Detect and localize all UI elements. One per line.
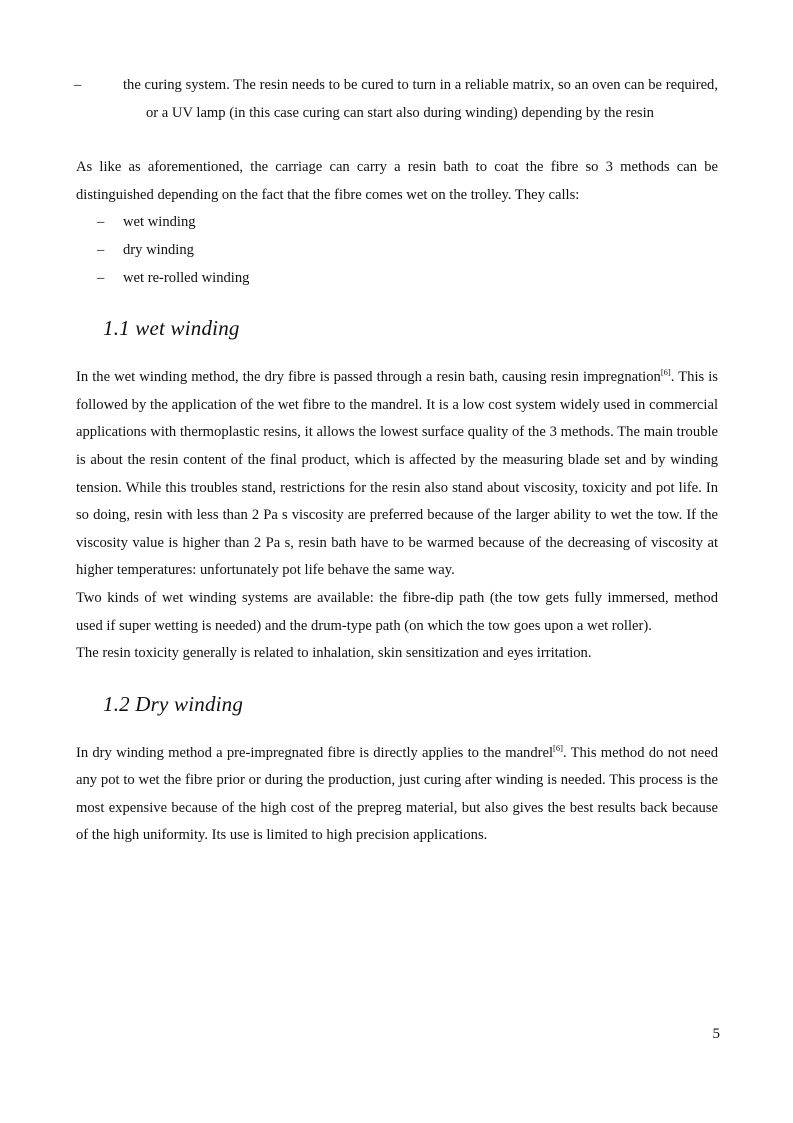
citation-ref: [6] (660, 367, 671, 378)
paragraph-text: . This method do not need any pot to wet the fibre prior or during the production, just curing after winding is needed. This process is the most expensive because of the high cost of the prepreg material, but also gives the best results back because of the high uniformity. Its use is limited to high precision applications. (76, 744, 718, 844)
section-heading-wet-winding: 1.1 wet winding (103, 316, 240, 341)
section-heading-dry-winding: 1.2 Dry winding (103, 691, 244, 716)
page-number: 5 (712, 1026, 720, 1042)
citation-ref: [6] (553, 742, 563, 753)
list-item (76, 209, 718, 237)
list-item-text: wet winding (123, 214, 196, 231)
intro-paragraph: As like as aforementioned, the carriage can carry a resin bath to coat the fibre so 3 methods can be distinguished depending on the fact that the fibre comes wet on the trolley. They calls: (76, 159, 718, 203)
wet-winding-paragraph-3: The resin toxicity generally is related to inhalation, skin sensitization and eyes irritation. (76, 645, 592, 662)
wet-winding-paragraph-1 (76, 364, 718, 585)
list-item (76, 237, 718, 265)
dry-winding-paragraph-1 (76, 740, 718, 850)
list-marker: – (97, 269, 105, 286)
document-page (76, 72, 718, 850)
paragraph-text: In dry winding method a pre-impregnated fibre is directly applies to the mandrel (76, 744, 554, 761)
paragraph-text: In the wet winding method, the dry fibre is passed through a resin bath, causing resin impregnation (76, 369, 661, 386)
paragraph-text: . This is followed by the application of the wet fibre to the mandrel. It is a low cost system widely used in commercial applications with thermoplastic resins, it allows the lowest surface quality of the 3 methods. The main trouble is about the resin content of the final product, which is affected by the measuring blade set and by winding tension. While this troubles stand, restrictions for the resin also stand about viscosity, toxicity and pot life. In so doing, resin with less than 2 Pa s viscosity are preferred because of the larger ability to wet the tow. If the viscosity value is higher than 2 Pa s, resin bath have to be warmed because of the decreasing of viscosity at higher temperatures: unfortunately pot life behave the same way. (76, 369, 718, 579)
wet-winding-paragraph-2: Two kinds of wet winding systems are available: the fibre-dip path (the tow gets fully immersed, method used if super wetting is needed) and the drum-type path (on which the tow goes upon a wet roller). (76, 589, 718, 634)
list-item-curing-system: – the curing system. The resin needs to be cured to turn in a reliable matrix, so an oven can be required, or a UV lamp (in this case curing can start also during winding) depending by the resin (74, 77, 718, 121)
list-marker: – (97, 241, 105, 258)
methods-list (76, 209, 718, 292)
list-item (76, 265, 718, 293)
list-item-text: wet re-rolled winding (123, 269, 250, 286)
list-item-text: the curing system. The resin needs to be cured to turn in a reliable matrix, so an oven can be required, or a UV lamp (in this case curing can start also during winding) depending by the resin (123, 77, 718, 121)
list-item-text: dry winding (123, 241, 194, 258)
list-marker: – (97, 214, 105, 231)
